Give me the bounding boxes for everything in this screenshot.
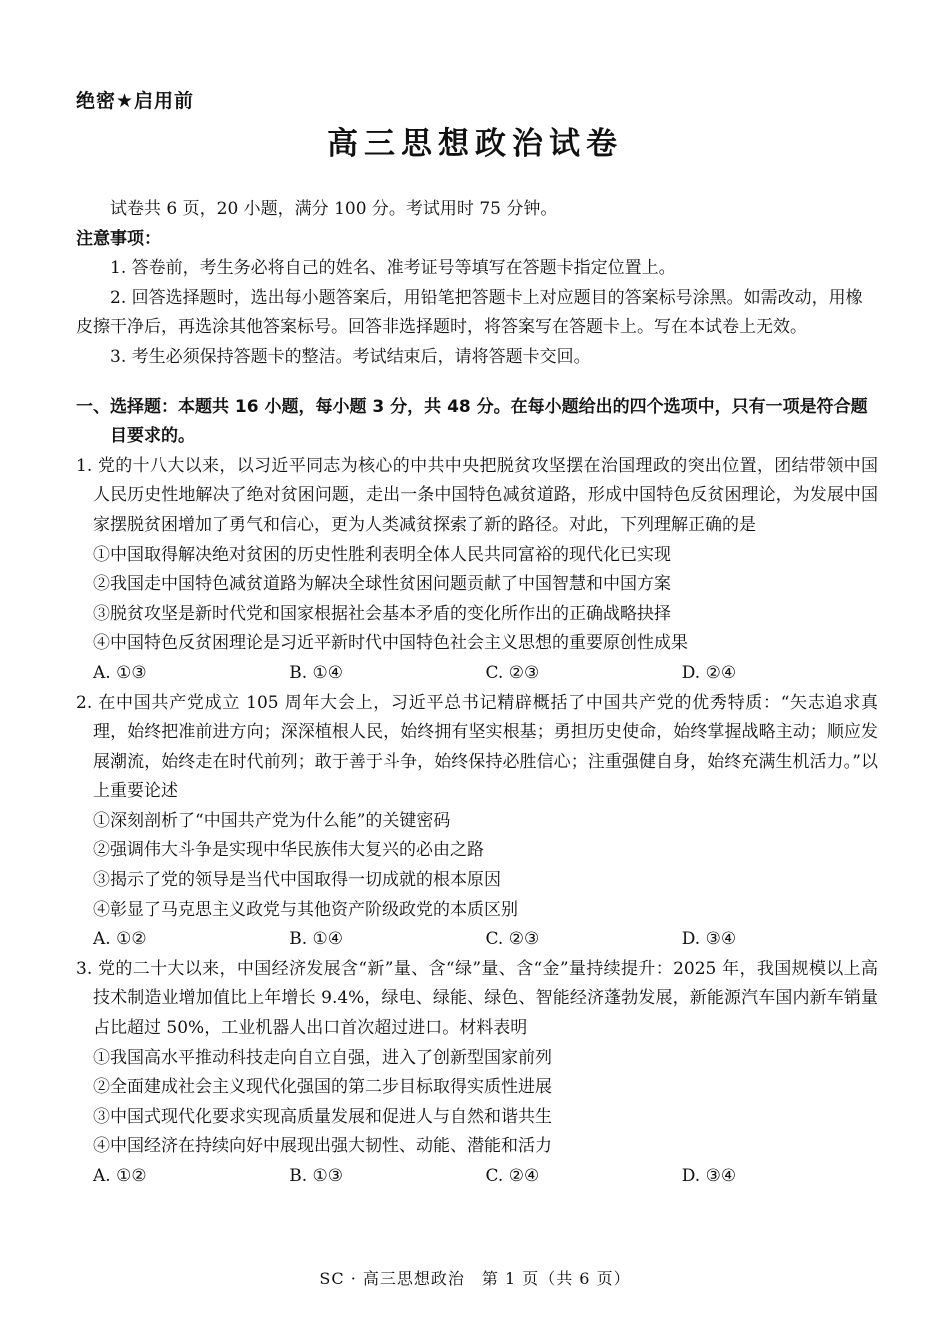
question-stem: 2. 在中国共产党成立 105 周年大会上，习近平总书记精辟概括了中国共产党的优秀特质：“矢志追求真理，始终把准前进方向；深深植根人民，始终拥有坚实根基；勇担历史使命，始终掌握战略主动；顺应发展潮流，始终走在时代前列；敢于善于斗争，始终保持必胜信心；注重强健自身，始终充满生机活力。”以上重要论述 <box>76 692 878 802</box>
answer-options <box>76 659 878 689</box>
notice-item: 3. 考生必须保持答题卡的整洁。考试结束后，请将答题卡交回。 <box>110 346 591 367</box>
option-d: D. ③④ <box>681 1166 737 1186</box>
question-statement: ②强调伟大斗争是实现中华民族伟大复兴的必由之路 <box>93 840 484 861</box>
option-c: C. ②③ <box>485 929 540 950</box>
question-statement: ③揭示了党的领导是当代中国取得一切成就的根本原因 <box>93 870 501 891</box>
option-b: B. ①④ <box>289 929 344 950</box>
notice-heading: 注意事项： <box>76 228 161 249</box>
question-3 <box>76 955 878 1192</box>
option-b: B. ①④ <box>289 662 344 683</box>
option-c: C. ②③ <box>485 662 540 683</box>
question-stem: 1. 党的十八大以来，以习近平同志为核心的中共中央把脱贫攻坚摆在治国理政的突出位置，团结带领中国人民历史性地解决了绝对贫困问题，走出一条中国特色减贫道路，形成中国特色反贫困理论，为发展中国家摆脱贫困增加了勇气和信心，更为人类减贫探索了新的路径。对此，下列理解正确的是 <box>76 455 878 535</box>
section-heading: 一、选择题：本题共 16 小题，每小题 3 分，共 48 分。在每小题给出的四个选项中，只有一项是符合题目要求的。 <box>76 396 868 447</box>
question-statement: ③脱贫攻坚是新时代党和国家根据社会基本矛盾的变化所作出的正确战略抉择 <box>93 603 671 624</box>
exam-intro: 试卷共 6 页，20 小题，满分 100 分。考试用时 75 分钟。 <box>110 199 558 219</box>
option-c: C. ②④ <box>485 1166 540 1186</box>
option-d: D. ②④ <box>681 662 737 683</box>
question-statement: ①我国高水平推动科技走向自立自强，进入了创新型国家前列 <box>93 1047 552 1068</box>
question-statement: ①深刻剖析了“中国共产党为什么能”的关键密码 <box>93 810 451 831</box>
question-statement: ③中国式现代化要求实现高质量发展和促进人与自然和谐共生 <box>93 1106 552 1127</box>
option-a: A. ①③ <box>93 662 147 683</box>
page-footer: SC · 高三思想政治 第 1 页（共 6 页） <box>319 1269 631 1288</box>
answer-options <box>76 1162 878 1192</box>
answer-options <box>76 925 878 955</box>
option-a: A. ①② <box>93 1166 147 1186</box>
notice-item: 2. 回答选择题时，选出每小题答案后，用铅笔把答题卡上对应题目的答案标号涂黑。如需改动，用橡皮擦干净后，再选涂其他答案标号。回答非选择题时，将答案写在答题卡上。写在本试卷上无效。 <box>76 287 863 338</box>
question-statement: ②我国走中国特色减贫道路为解决全球性贫困问题贡献了中国智慧和中国方案 <box>93 574 671 595</box>
question-statement: ②全面建成社会主义现代化强国的第二步目标取得实质性进展 <box>93 1077 552 1098</box>
page-title: 高三思想政治试卷 <box>327 126 623 162</box>
question-2 <box>76 689 878 955</box>
confidential-label: 绝密★启用前 <box>76 90 195 112</box>
option-a: A. ①② <box>93 929 147 950</box>
question-stem: 3. 党的二十大以来，中国经济发展含“新”量、含“绿”量、含“金”量持续提升：2025 年，我国规模以上高技术制造业增加值比上年增长 9.4%，绿电、绿能、绿色、智能经济蓬勃发展，新能源汽车国内新车销量占比超过 50%，工业机器人出口首次超过进口。材料表明 <box>76 958 878 1039</box>
question-statement: ④彰显了马克思主义政党与其他资产阶级政党的本质区别 <box>93 899 518 920</box>
exam-content <box>76 195 878 1192</box>
option-b: B. ①③ <box>289 1166 344 1186</box>
question-1 <box>76 452 878 689</box>
notice-item: 1. 答卷前，考生务必将自己的姓名、准考证号等填写在答题卡指定位置上。 <box>110 258 676 279</box>
option-d: D. ③④ <box>681 929 737 950</box>
question-statement: ①中国取得解决绝对贫困的历史性胜利表明全体人民共同富裕的现代化已实现 <box>93 544 671 565</box>
section-gap <box>76 373 878 393</box>
question-statement: ④中国特色反贫困理论是习近平新时代中国特色社会主义思想的重要原创性成果 <box>93 633 688 654</box>
question-statement: ④中国经济在持续向好中展现出强大韧性、动能、潜能和活力 <box>93 1136 552 1157</box>
